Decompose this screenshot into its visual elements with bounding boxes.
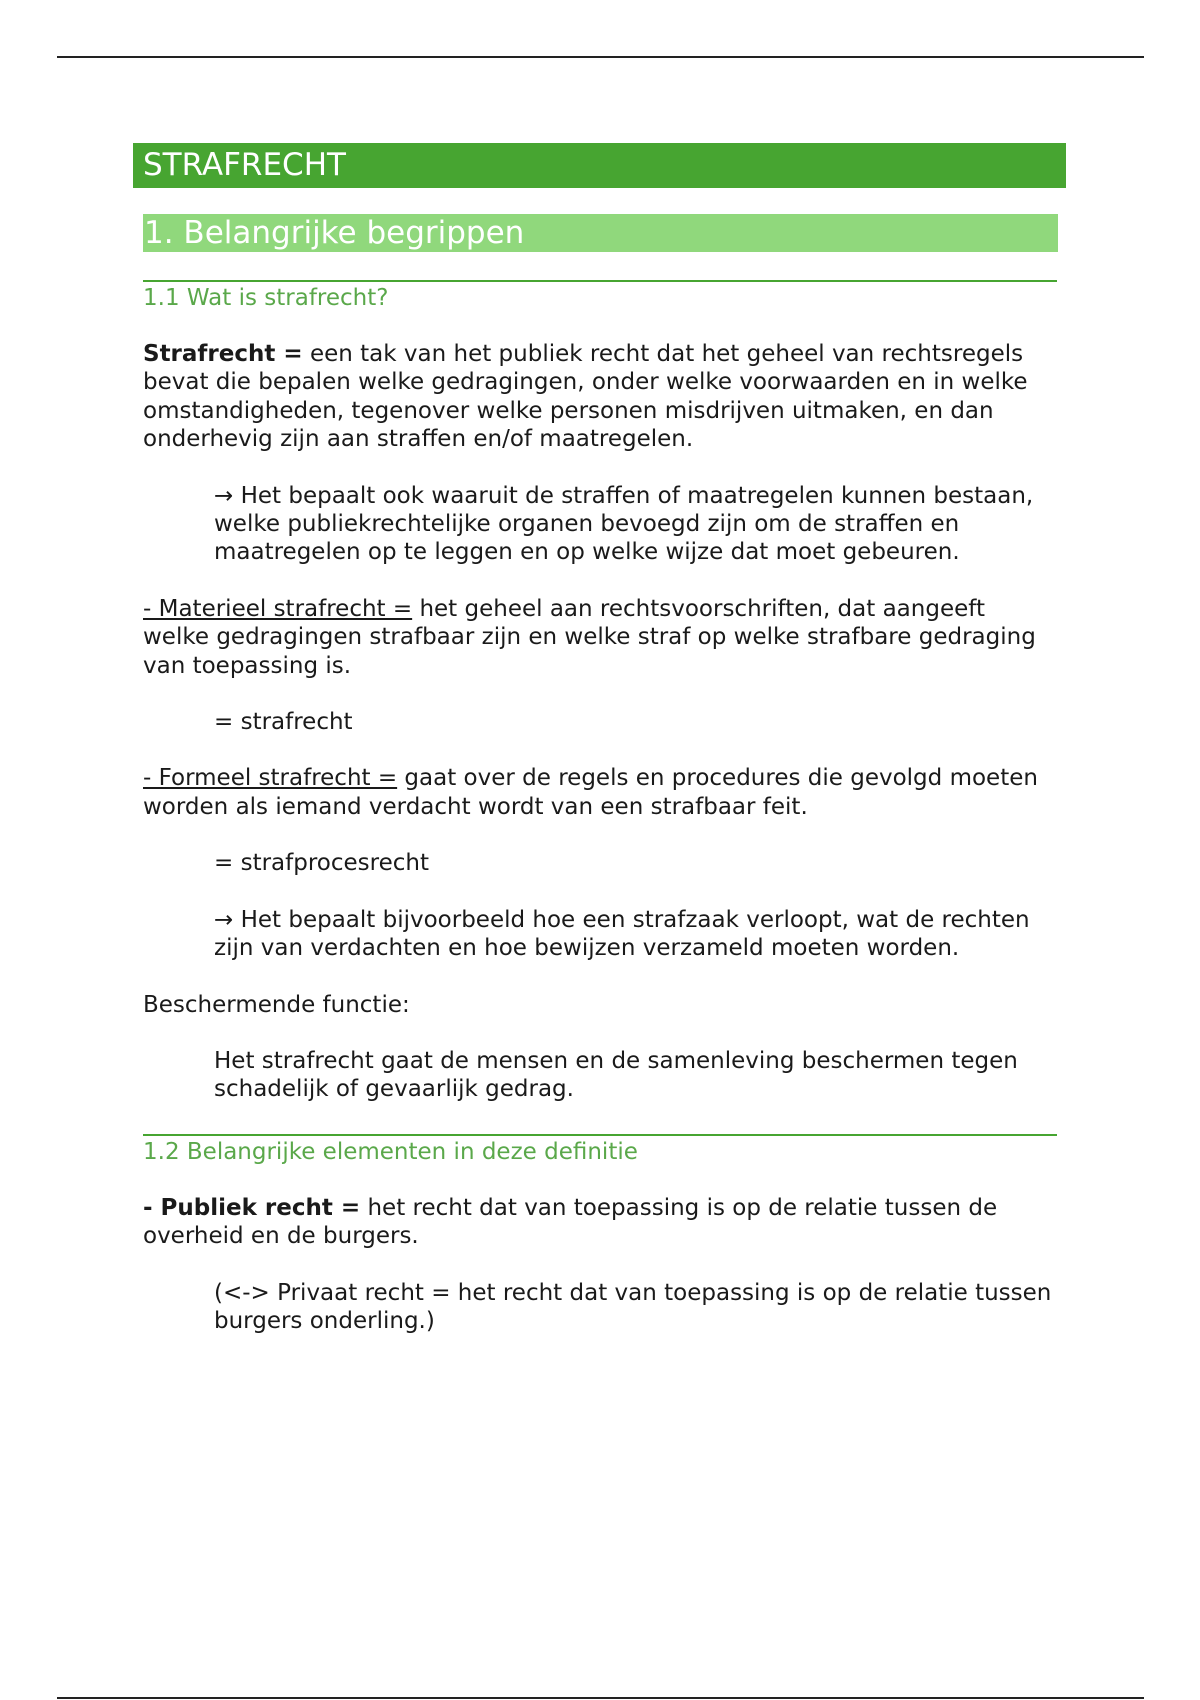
- materieel-equivalent: = strafrecht: [214, 709, 353, 736]
- heading-1: 1. Belangrijke begrippen: [143, 214, 1058, 252]
- function-text: Het strafrecht gaat de mensen en de samenleving beschermen tegen schadelijk of gevaarlijk gedrag.: [214, 1047, 1018, 1103]
- formeel-definition: [143, 764, 1057, 821]
- materieel-definition: [143, 595, 1057, 680]
- formeel-term: - Formeel strafrecht =: [143, 765, 398, 792]
- privaat-note: (<-> Privaat recht = het recht dat van toepassing is op de relatie tussen burgers onderling.): [214, 1279, 1052, 1334]
- note-arrow-1: → Het bepaalt ook waaruit de straffen of maatregelen kunnen bestaan, welke publiekrechtelijke organen bevoegd zijn om de straffen en maatregelen op te leggen en op welke wijze dat moet gebeuren.: [214, 482, 1034, 566]
- document-body: [143, 143, 1057, 1335]
- materieel-text: het geheel aan rechtsvoorschriften, dat aangeeft welke gedragingen strafbaar zijn en welke straf op welke strafbare gedraging van toepassing is.: [143, 595, 1036, 679]
- definition-text: een tak van het publiek recht dat het geheel van rechtsregels bevat die bepalen welke gedragingen, onder welke voorwaarden en in welke omstandigheden, tegenover welke personen misdrijven uitmaken, en dan onderhevig zijn aan straffen en/of maatregelen.: [143, 341, 1028, 453]
- note-arrow-2: → Het bepaalt bijvoorbeeld hoe een strafzaak verloopt, wat de rechten zijn van verdachten en hoe bewijzen verzameld moeten worden.: [214, 906, 1030, 962]
- footer-rule: [57, 1697, 1144, 1699]
- section-heading-1-1: 1.1 Wat is strafrecht?: [143, 280, 1057, 312]
- strafrecht-definition: [143, 340, 1057, 454]
- publiek-definition: [143, 1194, 1057, 1251]
- header-rule: [57, 56, 1144, 58]
- publiek-text: het recht dat van toepassing is op de relatie tussen de overheid en de burgers.: [143, 1194, 998, 1250]
- materieel-term: - Materieel strafrecht =: [143, 595, 413, 622]
- formeel-equivalent: = strafprocesrecht: [214, 850, 429, 877]
- function-label: Beschermende functie:: [143, 991, 410, 1018]
- section-heading-1-2: 1.2 Belangrijke elementen in deze definitie: [143, 1134, 1057, 1166]
- formeel-text: gaat over de regels en procedures die gevolgd moeten worden als iemand verdacht wordt van een strafbaar feit.: [143, 765, 1038, 820]
- document-title: STRAFRECHT: [133, 143, 1066, 188]
- publiek-term: - Publiek recht =: [143, 1194, 361, 1221]
- definition-term: Strafrecht =: [143, 341, 303, 367]
